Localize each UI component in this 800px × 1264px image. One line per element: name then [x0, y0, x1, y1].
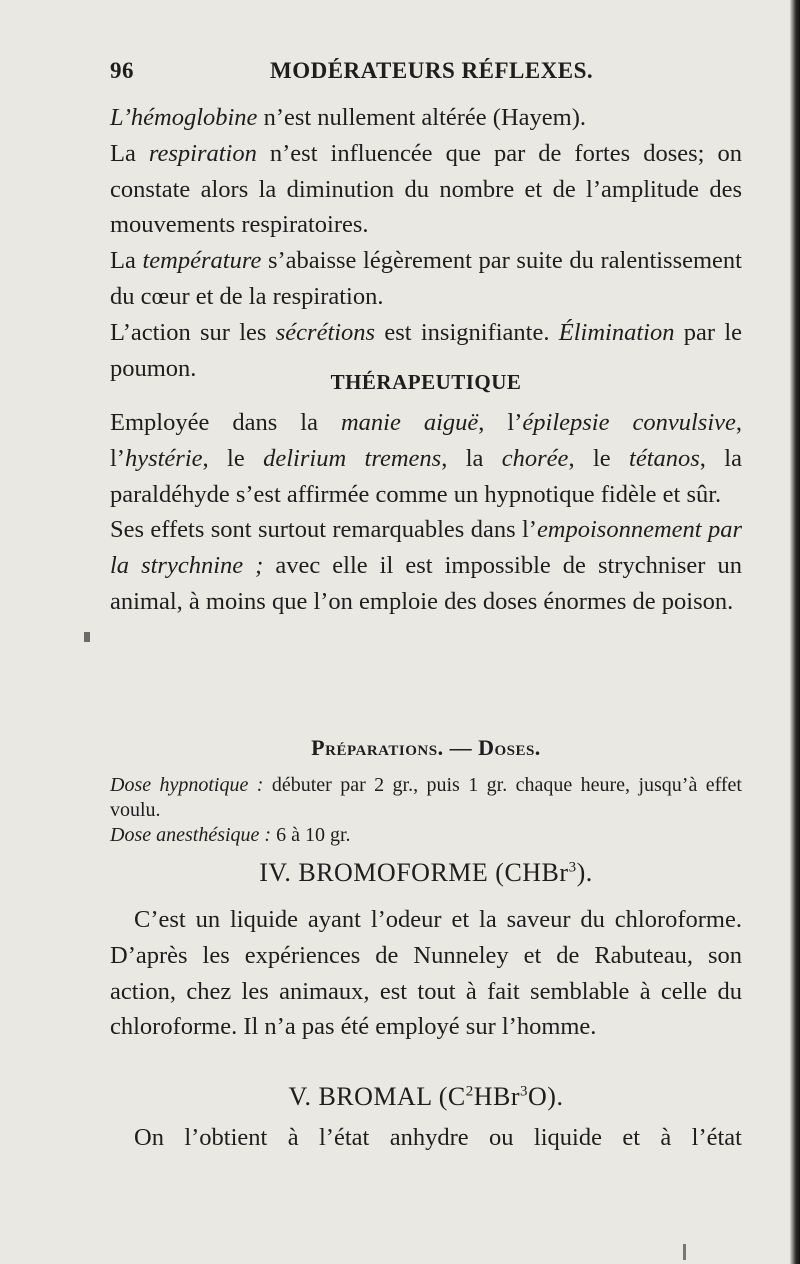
therapeutique-section	[110, 405, 742, 620]
paragraph-text: s’abaisse légèrement par suite du ralentissement du cœur et de la respiration.	[110, 247, 742, 310]
term-manie: manie aiguë	[340, 409, 479, 436]
heading-text: ).	[576, 858, 593, 887]
dose-hypnotique	[110, 773, 742, 823]
term-epilepsie: épilepsie convulsive	[522, 409, 736, 436]
paragraph-bromal: On l’obtient à l’état anhydre ou liquide et à l’état	[134, 1124, 742, 1151]
page-number: 96	[110, 58, 134, 83]
term-empoisonnement: empoisonnement par la strychnine ;	[110, 516, 742, 580]
paragraph-text: avec elle il est impossible de strychniser un animal, à moins que l’on emploie des doses énormes de poison.	[110, 552, 742, 615]
doses-section	[110, 773, 742, 848]
heading-therapeutique: THÉRAPEUTIQUE	[330, 370, 522, 394]
dose-anesthesique	[110, 823, 742, 848]
page-header	[110, 58, 750, 88]
paragraph-text: La	[110, 247, 143, 275]
heading-text: V. BROMAL (C	[288, 1082, 466, 1111]
paragraph-text: , le	[568, 444, 630, 472]
heading-superscript: 3	[568, 859, 577, 876]
paragraph-respiration	[110, 136, 742, 243]
paragraph-text: Employée dans la	[110, 409, 341, 436]
paragraph-text: Ses effets sont surtout remarquables dans l’	[110, 516, 537, 544]
term-respiration: respiration	[148, 139, 257, 167]
term-hysterie: hystérie	[124, 444, 203, 472]
ink-mark	[683, 1244, 686, 1260]
paragraph-text: n’est nullement altérée (Hayem).	[257, 104, 586, 131]
term-hemoglobine: L’hémoglobine	[110, 104, 258, 131]
paragraph-temperature	[110, 243, 742, 315]
paragraph-text: La	[110, 139, 149, 167]
dose-anesthesique-label: Dose anesthésique :	[110, 824, 272, 846]
paragraph-text: n’est influencée que par de fortes doses; on constate alors la diminution du nombre et de l’amplitude des mouvements respiratoires.	[110, 139, 742, 239]
paragraph-text: , l’	[110, 409, 742, 472]
paragraph-text: L’action sur les	[110, 318, 276, 346]
page-edge-shadow	[790, 0, 800, 1264]
heading-preparations: Préparations. — Doses.	[311, 735, 541, 760]
ink-speck	[84, 632, 90, 642]
paragraph-text: est insignifiante.	[375, 318, 559, 346]
paragraph-hemoglobine	[110, 100, 742, 136]
heading-text: O).	[528, 1082, 564, 1111]
paragraph-text: par le poumon.	[110, 318, 742, 382]
term-secretions: sécrétions	[275, 318, 376, 346]
heading-text: HBr	[473, 1082, 521, 1111]
paragraph-bromoforme: C’est un liquide ayant l’odeur et la saveur du chloroforme. D’après les expériences de Nunneley et de Rabuteau, son action, chez les animaux, est tout à fait semblable à celle du chloroforme. Il n’a pas été employé sur l’homme.	[110, 906, 742, 1041]
heading-bromoforme	[110, 858, 742, 888]
term-delirium: delirium tremens	[263, 444, 442, 472]
paragraph-therapeutique-1	[110, 405, 742, 512]
term-choree: chorée	[501, 444, 569, 472]
running-title: MODÉRATEURS RÉFLEXES.	[270, 58, 594, 83]
heading-bromal	[110, 1082, 742, 1112]
term-tetanos: tétanos	[629, 444, 700, 472]
dose-hypnotique-text: débuter par 2 gr., puis 1 gr. chaque heure, jusqu’à effet voulu.	[110, 774, 742, 821]
paragraph-text: , l’	[478, 409, 523, 436]
heading-superscript: 3	[520, 1083, 529, 1100]
heading-superscript: 2	[465, 1083, 474, 1100]
intro-section	[110, 100, 742, 386]
paragraph-therapeutique-2	[110, 512, 742, 619]
paragraph-text: , la	[441, 444, 502, 472]
bromal-section	[110, 1120, 742, 1156]
dose-anesthesique-text: 6 à 10 gr.	[271, 824, 351, 846]
heading-text: IV. BROMOFORME (CHBr	[259, 858, 569, 887]
term-temperature: température	[142, 247, 262, 275]
paragraph-text: , la paraldéhyde s’est affirmée comme un hypnotique fidèle et sûr.	[110, 444, 742, 508]
dose-hypnotique-label: Dose hypnotique :	[110, 774, 264, 796]
term-elimination: Élimination	[558, 318, 675, 346]
bromoforme-section	[110, 902, 742, 1045]
paragraph-text: , le	[202, 444, 264, 472]
